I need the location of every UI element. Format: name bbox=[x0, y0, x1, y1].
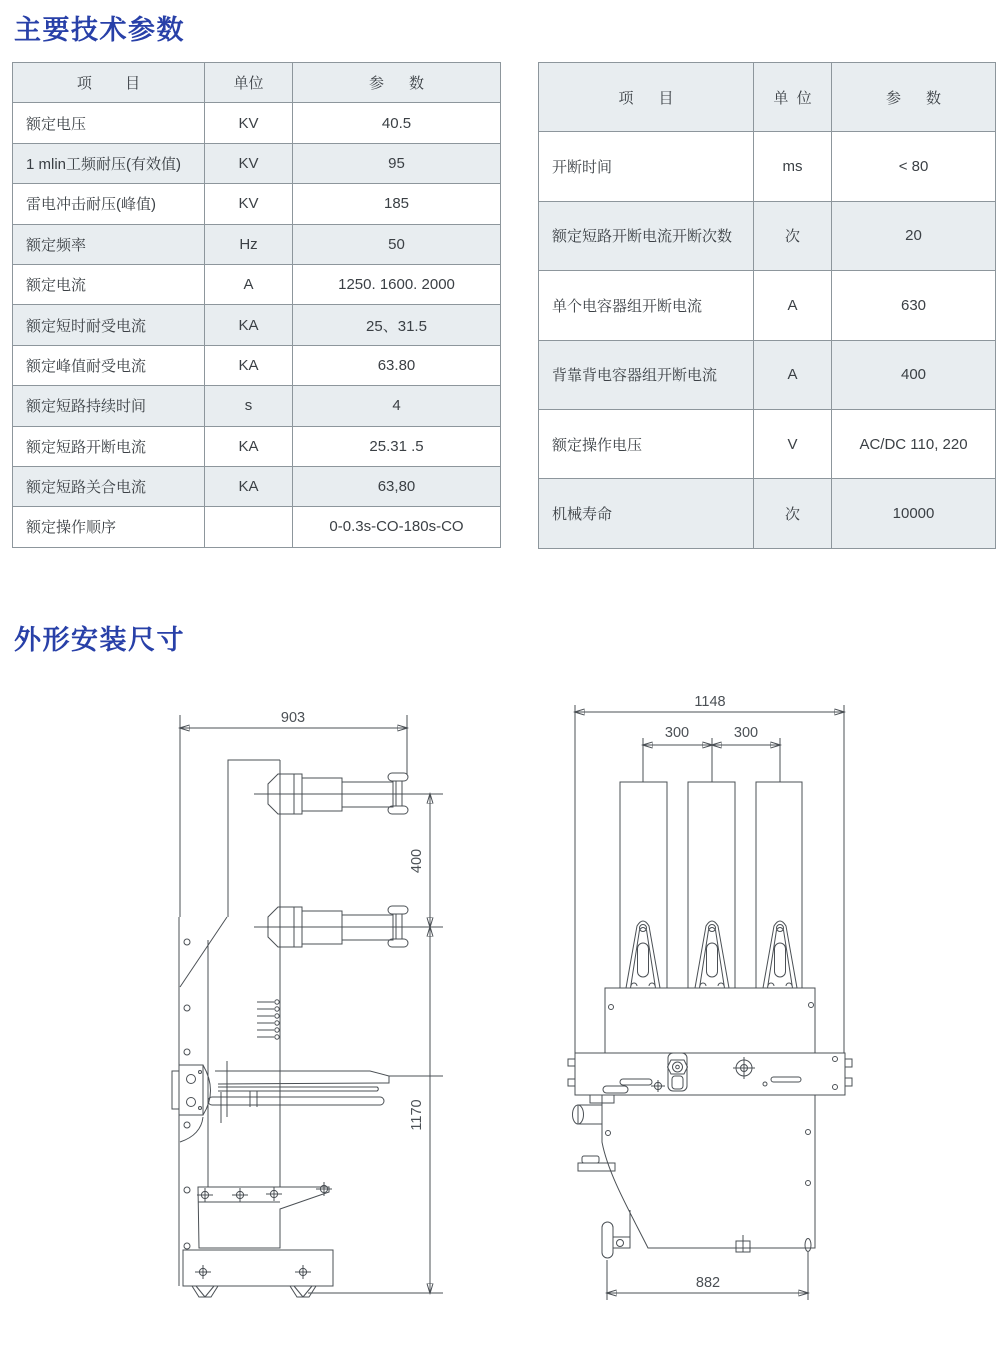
dim-label-903: 903 bbox=[280, 710, 306, 726]
dim-label-1170: 1170 bbox=[409, 1099, 425, 1131]
value-cell: 20 bbox=[832, 201, 996, 270]
table-row bbox=[13, 264, 501, 304]
trip-coil bbox=[257, 1000, 279, 1039]
parameter-table-right bbox=[538, 62, 995, 549]
param-name-cell: 额定短路持续时间 bbox=[13, 386, 205, 426]
param-name-cell: 额定短路开断电流开断次数 bbox=[539, 201, 754, 270]
mechanism-housing bbox=[573, 1095, 816, 1258]
parameter-table-left bbox=[12, 62, 500, 548]
unit-cell bbox=[205, 507, 293, 547]
unit-cell: ms bbox=[754, 132, 832, 201]
dim-label-300-left: 300 bbox=[664, 725, 690, 741]
value-cell: 400 bbox=[832, 340, 996, 409]
table-row bbox=[13, 305, 501, 345]
value-cell: AC/DC 110, 220 bbox=[832, 409, 996, 478]
bushing-bottom bbox=[254, 906, 443, 947]
param-name-cell: 额定操作电压 bbox=[539, 409, 754, 478]
value-cell: 63.80 bbox=[293, 345, 501, 385]
value-cell: 4 bbox=[293, 386, 501, 426]
table-row bbox=[13, 103, 501, 143]
unit-cell: 次 bbox=[754, 479, 832, 548]
unit-cell: A bbox=[754, 340, 832, 409]
contact-arm bbox=[208, 1061, 443, 1123]
param-name-cell: 1 mlin工频耐压(有效值) bbox=[13, 143, 205, 183]
dim-label-300-right: 300 bbox=[733, 725, 759, 741]
header-unit: 单位 bbox=[205, 63, 293, 103]
table-row bbox=[539, 271, 996, 340]
base-frame bbox=[183, 1250, 333, 1297]
table-row bbox=[13, 224, 501, 264]
side-view-drawing bbox=[150, 695, 480, 1320]
param-name-cell: 额定电压 bbox=[13, 103, 205, 143]
unit-cell: KA bbox=[205, 466, 293, 506]
value-cell: 40.5 bbox=[293, 103, 501, 143]
dimension-1148 bbox=[575, 694, 844, 1053]
dimension-300-pair bbox=[643, 725, 780, 782]
dimension-400 bbox=[409, 794, 430, 927]
unit-cell: A bbox=[754, 271, 832, 340]
param-name-cell: 额定短时耐受电流 bbox=[13, 305, 205, 345]
table-row bbox=[539, 201, 996, 270]
value-cell: 25.31 .5 bbox=[293, 426, 501, 466]
header-value: 参 数 bbox=[293, 63, 501, 103]
value-cell: 1250. 1600. 2000 bbox=[293, 264, 501, 304]
unit-cell: 次 bbox=[754, 201, 832, 270]
param-name-cell: 额定峰值耐受电流 bbox=[13, 345, 205, 385]
pole-column bbox=[228, 760, 280, 1187]
unit-cell: KV bbox=[205, 103, 293, 143]
table-row bbox=[13, 507, 501, 547]
table-row bbox=[13, 426, 501, 466]
table-row bbox=[539, 340, 996, 409]
value-cell: 630 bbox=[832, 271, 996, 340]
table-header-row bbox=[13, 63, 501, 103]
unit-cell: A bbox=[205, 264, 293, 304]
value-cell: 10000 bbox=[832, 479, 996, 548]
table-row bbox=[13, 386, 501, 426]
value-cell: 50 bbox=[293, 224, 501, 264]
mounting-bracket bbox=[197, 1182, 332, 1248]
dim-label-1148: 1148 bbox=[694, 694, 726, 710]
header-unit: 单 位 bbox=[754, 63, 832, 132]
unit-cell: KA bbox=[205, 426, 293, 466]
param-name-cell: 开断时间 bbox=[539, 132, 754, 201]
top-plate bbox=[605, 988, 815, 1053]
table-header-row bbox=[539, 63, 996, 132]
front-view-drawing bbox=[560, 690, 860, 1320]
param-name-cell: 额定操作顺序 bbox=[13, 507, 205, 547]
dimension-882 bbox=[607, 1252, 808, 1300]
param-name-cell: 额定短路关合电流 bbox=[13, 466, 205, 506]
header-item: 项 目 bbox=[13, 63, 205, 103]
value-cell: 185 bbox=[293, 184, 501, 224]
unit-cell: V bbox=[754, 409, 832, 478]
unit-cell: KA bbox=[205, 305, 293, 345]
header-value: 参 数 bbox=[832, 63, 996, 132]
unit-cell: KV bbox=[205, 184, 293, 224]
unit-cell: KV bbox=[205, 143, 293, 183]
table-row bbox=[13, 143, 501, 183]
section-title-technical-parameters: 主要技术参数 bbox=[14, 15, 185, 45]
value-cell: 95 bbox=[293, 143, 501, 183]
dim-label-882: 882 bbox=[695, 1275, 721, 1291]
value-cell: 0-0.3s-CO-180s-CO bbox=[293, 507, 501, 547]
value-cell: 25、31.5 bbox=[293, 305, 501, 345]
table-row bbox=[13, 184, 501, 224]
param-name-cell: 额定短路开断电流 bbox=[13, 426, 205, 466]
table-row bbox=[539, 479, 996, 548]
unit-cell: KA bbox=[205, 345, 293, 385]
param-name-cell: 额定频率 bbox=[13, 224, 205, 264]
table-row bbox=[13, 345, 501, 385]
param-name-cell: 单个电容器组开断电流 bbox=[539, 271, 754, 340]
param-name-cell: 机械寿命 bbox=[539, 479, 754, 548]
param-name-cell: 背靠背电容器组开断电流 bbox=[539, 340, 754, 409]
param-name-cell: 额定电流 bbox=[13, 264, 205, 304]
mounting-beam bbox=[568, 1053, 852, 1095]
section-title-dimensions: 外形安装尺寸 bbox=[14, 625, 185, 655]
header-item: 项 目 bbox=[539, 63, 754, 132]
table-row bbox=[539, 132, 996, 201]
unit-cell: s bbox=[205, 386, 293, 426]
unit-cell: Hz bbox=[205, 224, 293, 264]
bushing-top bbox=[254, 773, 443, 814]
param-name-cell: 雷电冲击耐压(峰值) bbox=[13, 184, 205, 224]
dimension-1170 bbox=[308, 927, 443, 1293]
value-cell: 63,80 bbox=[293, 466, 501, 506]
table-row bbox=[539, 409, 996, 478]
operating-mechanism-box bbox=[172, 1065, 211, 1142]
table-row bbox=[13, 466, 501, 506]
value-cell: < 80 bbox=[832, 132, 996, 201]
dim-label-400: 400 bbox=[409, 848, 425, 874]
pole-brackets bbox=[626, 921, 797, 988]
